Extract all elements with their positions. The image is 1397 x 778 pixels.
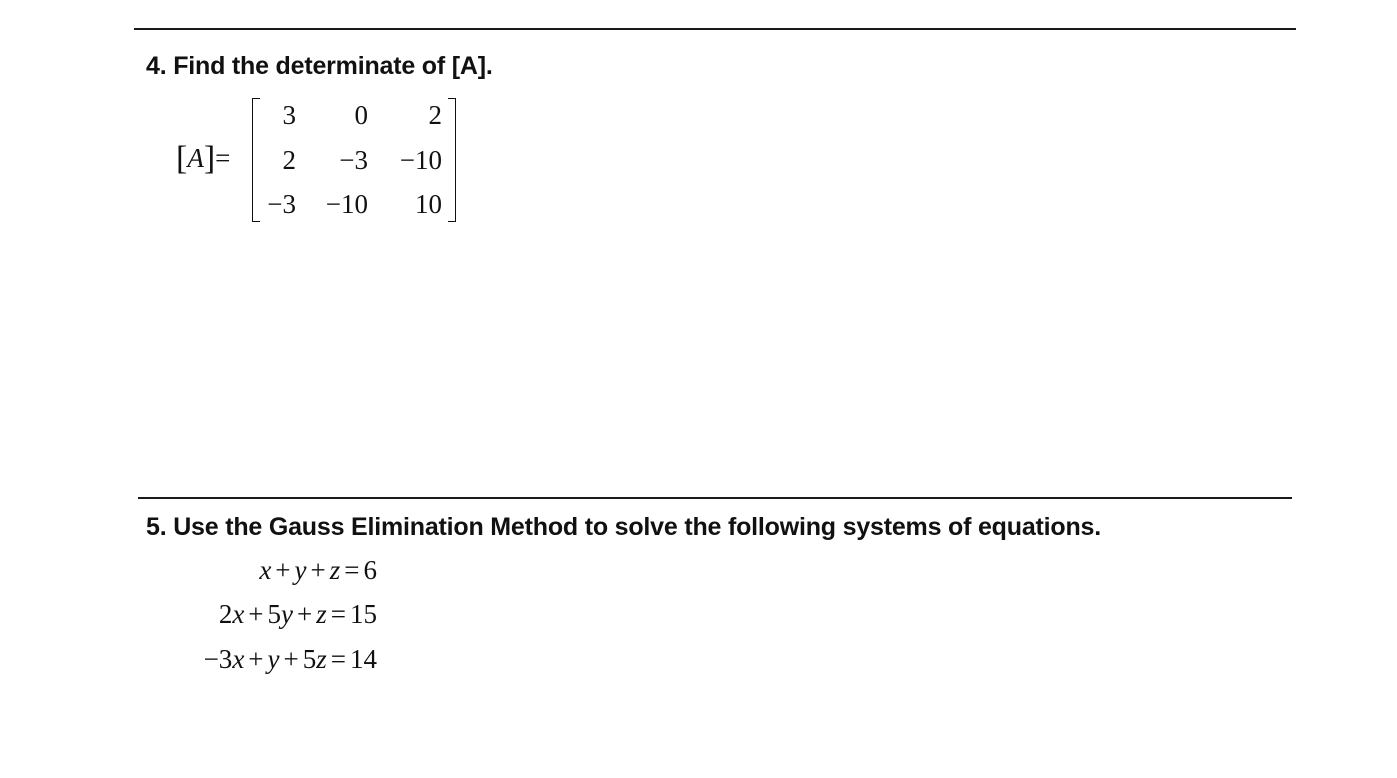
matrix-right-bracket — [448, 98, 456, 222]
matrix-cell: −10 — [399, 145, 442, 175]
matrix-label — [176, 138, 230, 176]
matrix-label-open-bracket: [ — [176, 140, 188, 177]
problem-4-heading: 4. Find the determinate of [A]. — [146, 52, 493, 80]
equation-1: x + y + z = 6 — [259, 555, 377, 585]
matrix-cell: −3 — [339, 145, 368, 175]
matrix-cell: −10 — [325, 189, 368, 219]
matrix-cell: 2 — [428, 100, 442, 130]
matrix-label-close-bracket: ] — [203, 140, 216, 177]
equation-2: 2x + 5y + z = 15 — [218, 599, 377, 629]
matrix-label-equals: = — [215, 143, 231, 173]
matrix-cell: 3 — [282, 100, 296, 130]
top-divider — [134, 28, 1296, 30]
middle-divider — [138, 497, 1292, 499]
matrix-cell: 10 — [415, 189, 442, 219]
problem-5-heading: 5. Use the Gauss Elimination Method to solve the following systems of equations. — [146, 513, 1101, 541]
matrix-cell: −3 — [267, 189, 296, 219]
matrix-cell: 2 — [282, 145, 296, 175]
matrix-label-variable: A — [187, 143, 204, 173]
equation-3: −3x + y + 5z = 14 — [203, 644, 377, 674]
matrix-cell: 0 — [354, 100, 368, 130]
